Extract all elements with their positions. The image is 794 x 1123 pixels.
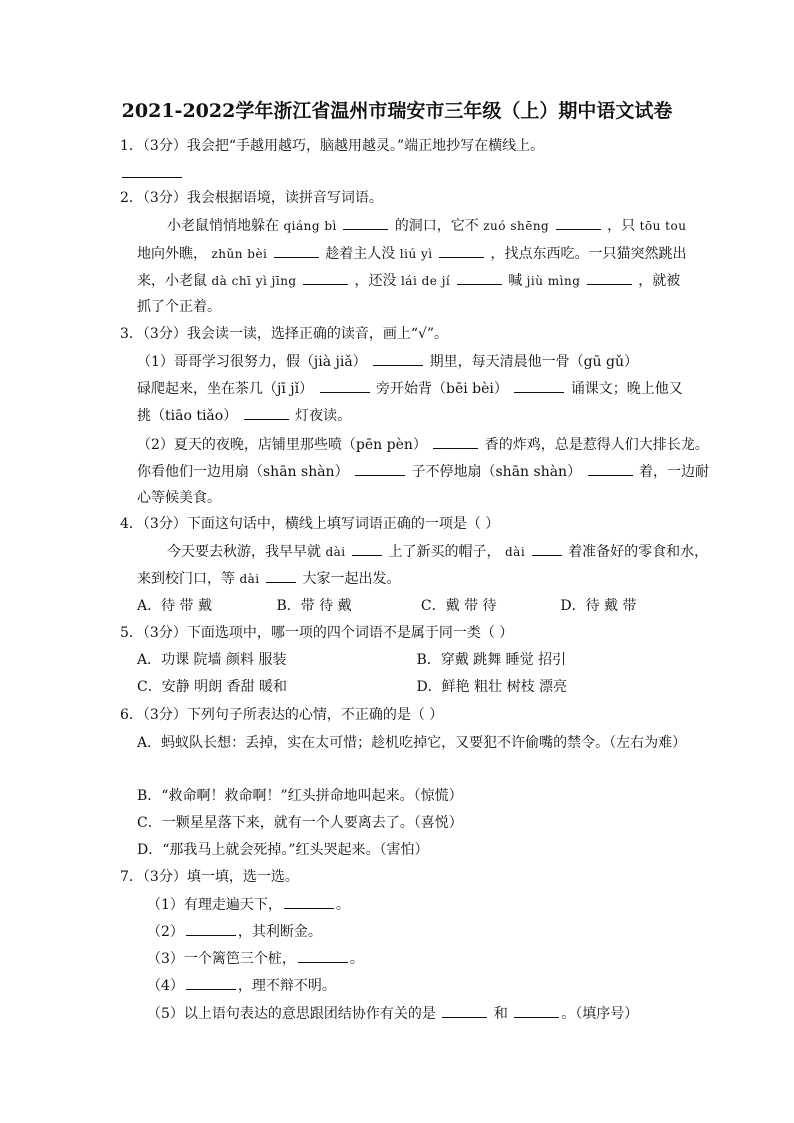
answer-blank[interactable] (587, 270, 632, 285)
question-7-head: 7．（3分）填一填，选一选。 (120, 869, 299, 885)
pinyin: qiáng bì (283, 219, 337, 233)
answer-blank[interactable] (122, 163, 182, 178)
text-segment: 你看他们一边用扇（shān shàn） (137, 464, 349, 480)
question-2-line-1 (137, 215, 697, 236)
answer-blank[interactable] (284, 894, 334, 909)
text-segment: 。 (335, 897, 350, 913)
text-segment: 子不停地扇（shān shàn） (411, 464, 582, 480)
question-5-options-row-1 (137, 650, 697, 670)
text-segment: 。 (349, 951, 364, 967)
question-3-line-1 (137, 351, 697, 372)
pinyin: liú yì (399, 247, 433, 261)
text-segment: 香的炸鸡，总是惹得人们大排长龙。 (484, 437, 709, 453)
answer-blank[interactable] (244, 405, 289, 420)
question-2-line-4: 抓了个正着。 (137, 299, 221, 315)
question-3-line-3 (137, 405, 697, 426)
question-7-item-2 (147, 921, 707, 942)
text-segment: 上了新买的帽子， (388, 544, 501, 560)
question-7-item-3 (147, 948, 707, 969)
option-a[interactable]: A．蚂蚁队长想：丢掉，实在太可惜；趁机吃掉它，又要犯不许偷嘴的禁令。（左右为难） (137, 735, 687, 751)
text-segment: 来，小老鼠 (137, 273, 207, 289)
text-segment: ，只 (607, 218, 636, 234)
text-segment: 今天要去秋游，我早早就 (167, 544, 321, 560)
text-segment: 挑（tiāo tiǎo） (137, 408, 238, 424)
answer-blank[interactable] (355, 461, 405, 476)
text-segment: ，还没 (354, 273, 397, 289)
pinyin: dà chī yì jīng (211, 274, 297, 288)
text-segment: （1）有理走遍天下， (147, 897, 282, 913)
text-segment: ，其利断金。 (237, 924, 322, 940)
answer-blank[interactable] (588, 461, 633, 476)
answer-blank[interactable] (514, 378, 564, 393)
question-1-answer-line (120, 163, 680, 184)
text-segment: （2） (147, 924, 184, 940)
text-segment: （3）一个篱笆三个桩， (147, 951, 296, 967)
question-6-head: 6．（3分）下列句子所表达的心情，不正确的是（ ） (120, 707, 444, 723)
question-1 (120, 136, 680, 156)
option-a[interactable]: A．功课 院墙 颜料 服装 (137, 652, 287, 668)
question-4-options (137, 596, 697, 616)
answer-blank[interactable] (439, 243, 484, 258)
question-5-head: 5．（3分）下面选项中，哪一项的四个词语不是属于同一类（ ） (120, 625, 514, 641)
option-d[interactable]: D．“那我马上就会死掉。”红头哭起来。（害怕） (137, 842, 429, 858)
question-2-line-2 (137, 243, 697, 264)
option-c[interactable]: C．戴 带 待 (420, 598, 497, 614)
pinyin: tōu tou (639, 219, 687, 233)
option-b[interactable]: B．“救命啊！救命啊！”红头拼命地叫起来。（惊慌） (137, 788, 463, 804)
question-3-head: 3．（3分）我会读一读，选择正确的读音，画上“√”。 (120, 326, 449, 342)
text-segment: ，理不辩不明。 (237, 978, 336, 994)
question-7-item-1 (147, 894, 707, 915)
text-segment: （2）夏天的夜晚，店铺里那些喷（pēn pèn） (137, 437, 427, 453)
answer-blank[interactable] (343, 215, 388, 230)
pinyin: dài (505, 545, 526, 559)
question-2-head: 2．（3分）我会根据语境，读拼音写词语。 (120, 190, 383, 206)
option-b[interactable]: B．带 待 戴 (276, 598, 352, 614)
question-1-text: 1．（3分）我会把“手越用越巧，脑越用越灵。”端正地抄写在横线上。 (120, 138, 545, 154)
question-7-item-4 (147, 975, 707, 996)
answer-blank[interactable] (266, 568, 296, 583)
text-segment: 小老鼠悄悄地躲在 (167, 218, 279, 234)
option-c[interactable]: C．安静 明朗 香甜 暖和 (137, 679, 288, 695)
text-segment: 大家一起出发。 (302, 571, 401, 587)
answer-blank[interactable] (442, 1003, 487, 1018)
question-3-line-5 (137, 461, 709, 482)
answer-blank[interactable] (298, 948, 348, 963)
option-a[interactable]: A．待 带 戴 (137, 598, 213, 614)
answer-blank[interactable] (352, 541, 382, 556)
text-segment: （4） (147, 978, 184, 994)
answer-blank[interactable] (457, 270, 502, 285)
pinyin: zhǔn bèi (211, 247, 268, 261)
answer-blank[interactable] (433, 434, 478, 449)
option-b[interactable]: B．穿戴 跳舞 睡觉 招引 (416, 652, 567, 668)
text-segment: ，就被 (638, 273, 681, 289)
text-segment: 喊 (508, 273, 523, 289)
question-7-item-5 (147, 1003, 707, 1024)
text-segment: 旁开始背（bēi bèi） (376, 381, 508, 397)
pinyin: lái de jí (400, 274, 451, 288)
text-segment: ，找点东西吃。一只猫突然跳出 (490, 246, 687, 262)
answer-blank[interactable] (186, 921, 236, 936)
page-title: 2021-2022学年浙江省温州市瑞安市三年级（上）期中语文试卷 (121, 100, 673, 122)
text-segment: 期里，每天清晨他一骨（gū gǔ） (429, 354, 639, 370)
answer-blank[interactable] (186, 975, 236, 990)
text-segment: （5）以上语句表达的意思跟团结协作有关的是 (147, 1006, 436, 1022)
pinyin: dài (239, 572, 260, 586)
option-c[interactable]: C．一颗星星落下来，就有一个人要离去了。（喜悦） (137, 815, 463, 831)
text-segment: 碌爬起来，坐在茶几（jī jǐ） (137, 381, 314, 397)
text-segment: 地向外瞧， (137, 246, 207, 262)
question-5-options-row-2 (137, 677, 697, 697)
option-d[interactable]: D．待 戴 带 (560, 598, 637, 614)
answer-blank[interactable] (320, 378, 370, 393)
text-segment: 和 (493, 1006, 508, 1022)
text-segment: 的洞口，它不 (394, 218, 479, 234)
question-4-line-1 (137, 541, 709, 562)
question-3-line-2 (137, 378, 697, 399)
text-segment: 诵课文；晚上他又 (570, 381, 683, 397)
text-segment: 来到校门口，等 (137, 571, 235, 587)
answer-blank[interactable] (373, 351, 423, 366)
pinyin: jiù mìng (526, 274, 581, 288)
text-segment: 着，一边耐 (639, 464, 709, 480)
option-d[interactable]: D．鲜艳 粗壮 树枝 漂亮 (416, 679, 568, 695)
text-segment: （1）哥哥学习很努力，假（jià jiǎ） (137, 354, 367, 370)
text-segment: 。（填序号） (561, 1006, 639, 1022)
pinyin: zuó shēng (483, 219, 550, 233)
question-4-line-2 (137, 568, 697, 589)
answer-blank[interactable] (303, 270, 348, 285)
text-segment: 灯夜读。 (295, 408, 352, 424)
text-segment: 着准备好的零食和水， (568, 544, 709, 560)
answer-blank[interactable] (514, 1003, 559, 1018)
answer-blank[interactable] (532, 541, 562, 556)
question-2-line-3 (137, 270, 697, 291)
question-3-line-4 (137, 434, 709, 455)
pinyin: dài (325, 545, 346, 559)
question-4-head: 4．（3分）下面这句话中，横线上填写词语正确的一项是（ ） (120, 516, 500, 532)
question-3-line-6: 心等候美食。 (137, 490, 221, 506)
text-segment: 趁着主人没 (325, 246, 396, 262)
answer-blank[interactable] (274, 243, 319, 258)
answer-blank[interactable] (556, 215, 601, 230)
